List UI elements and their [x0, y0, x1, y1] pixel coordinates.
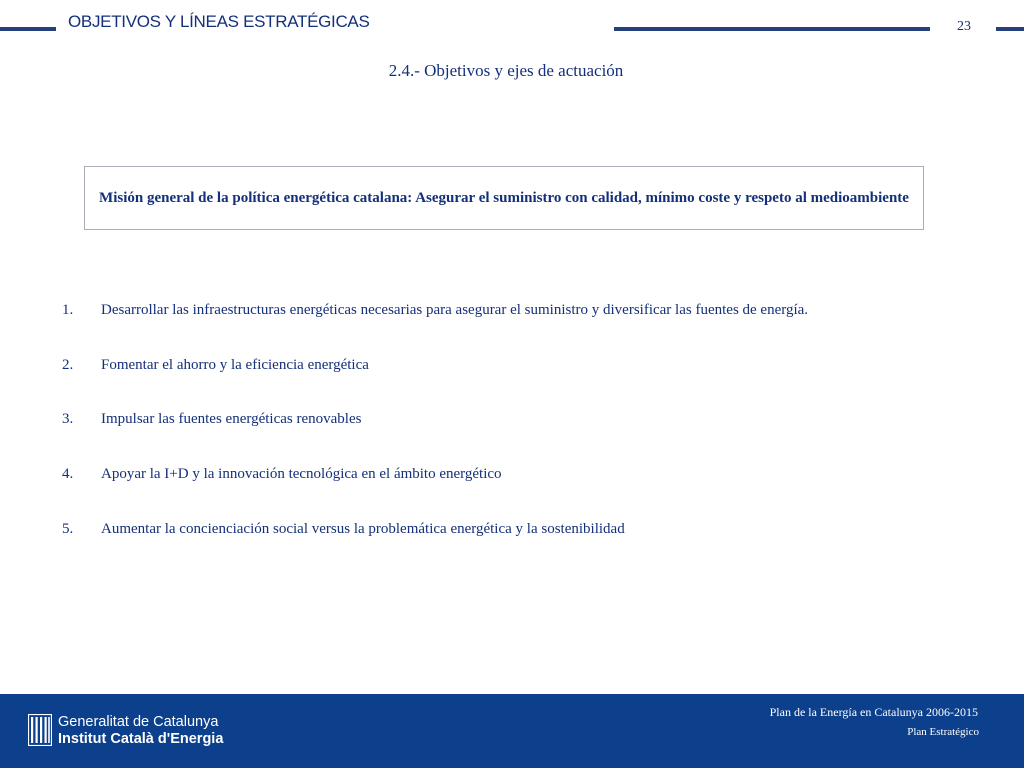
list-item: [62, 302, 962, 324]
list-item-number: 4.: [62, 466, 74, 482]
list-item-number: 3.: [62, 411, 74, 427]
page-number: 23: [957, 19, 971, 34]
list-item-number: 2.: [62, 357, 74, 373]
footer-plan-title: Plan de la Energía en Catalunya 2006-2015: [769, 705, 978, 719]
list-item-number: 1.: [62, 302, 74, 318]
generalitat-logo-icon: [28, 714, 52, 746]
mission-text: Misión general de la política energética catalana: Asegurar el suministro con calidad, mínimo coste y respeto al medioambiente: [99, 189, 909, 206]
list-item-number: 5.: [62, 521, 74, 537]
list-item-text: Fomentar el ahorro y la eficiencia energética: [101, 357, 369, 373]
header-title: OBJETIVOS Y LÍNEAS ESTRATÉGICAS: [68, 12, 370, 31]
header-rule-middle: [614, 27, 930, 31]
list-item-text: Desarrollar las infraestructuras energéticas necesarias para asegurar el suministro y diversificar las fuentes de energía.: [101, 302, 809, 318]
logo-text-generalitat: Generalitat de Catalunya: [58, 714, 219, 730]
section-subtitle: 2.4.- Objetivos y ejes de actuación: [388, 61, 624, 80]
list-item: [62, 357, 962, 379]
list-item: [62, 411, 962, 433]
logo-text-institut: Institut Català d'Energia: [58, 731, 224, 747]
footer-bar: [0, 694, 1024, 768]
header-rule-left: [0, 27, 56, 31]
header-rule-right: [996, 27, 1024, 31]
list-item: [62, 521, 962, 543]
list-item: [62, 466, 962, 488]
list-item-text: Apoyar la I+D y la innovación tecnológica en el ámbito energético: [101, 466, 502, 482]
list-item-text: Aumentar la concienciación social versus la problemática energética y la sostenibilidad: [101, 521, 625, 537]
footer-plan-subtitle: Plan Estratégico: [907, 726, 979, 738]
list-item-text: Impulsar las fuentes energéticas renovables: [101, 411, 362, 427]
mission-box: [84, 166, 924, 230]
